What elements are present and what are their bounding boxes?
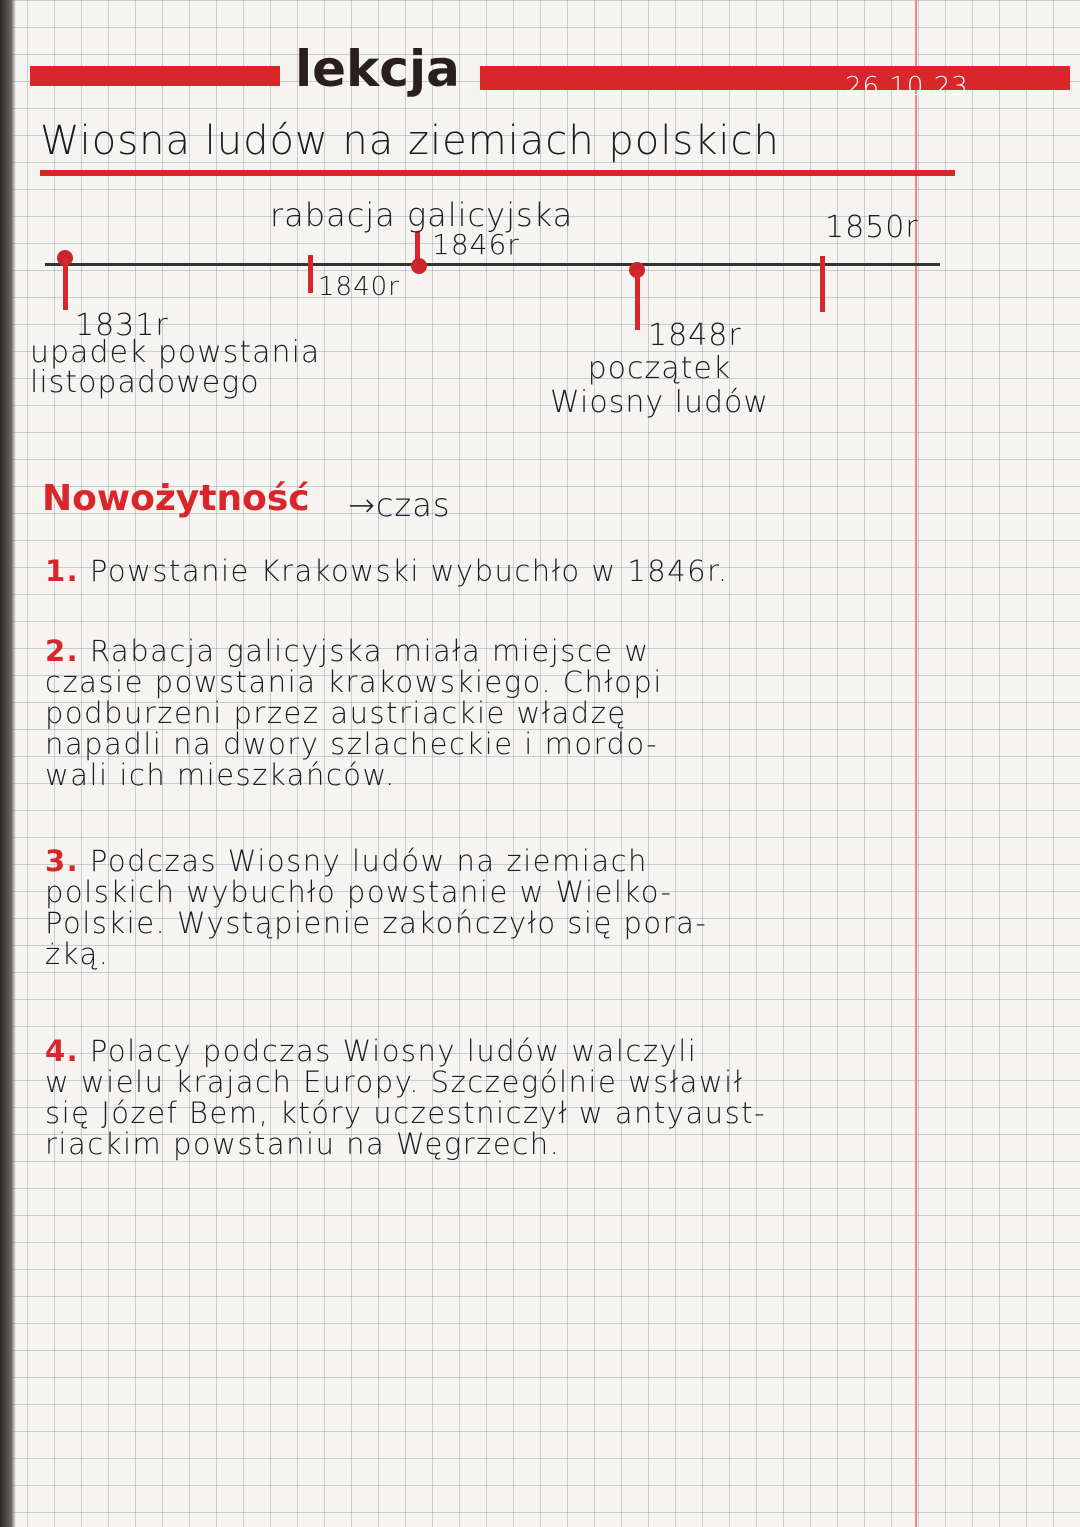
point-line: żką. [45, 937, 110, 971]
point-number: 4. [45, 1034, 80, 1068]
point-number: 2. [45, 634, 80, 668]
point-line: Polacy podczas Wiosny ludów walczyli [89, 1034, 698, 1068]
section-heading: Nowożytność [42, 478, 310, 519]
event-label-1848-line2: Wiosny ludów [550, 385, 769, 420]
point-line: wali ich mieszkańców. [45, 758, 396, 792]
point-number: 1. [45, 554, 80, 588]
timeline-tick-1840 [308, 255, 313, 293]
point-4 [45, 1036, 945, 1160]
point-1 [45, 556, 945, 587]
timeline-pin-1848 [635, 270, 640, 330]
date: 26.10.23 [845, 72, 969, 102]
event-label-1831 [30, 335, 321, 400]
event-label-1848 [550, 352, 769, 420]
header-bar-left [30, 66, 280, 86]
point-line: podburzeni przez austriackie władzę [45, 696, 627, 730]
title-underline [40, 170, 955, 176]
event-label-1846: rabacja galicyjska [270, 196, 574, 234]
point-2 [45, 636, 945, 791]
timeline-axis [45, 263, 940, 266]
timeline-tick-1850 [820, 256, 825, 312]
point-line: czasie powstania krakowskiego. Chłopi [45, 665, 663, 699]
event-label-1831-line2: listopadowego [30, 365, 260, 400]
page-title: Wiosna ludów na ziemiach polskich [40, 118, 780, 164]
point-number: 3. [45, 844, 80, 878]
notebook-edge [0, 0, 16, 1527]
point-line: się Józef Bem, który uczestniczył w antyaust- [45, 1096, 767, 1130]
event-year-1850: 1850r [825, 210, 919, 245]
point-line: Podczas Wiosny ludów na ziemiach [89, 844, 648, 878]
section-note: →czas [348, 486, 451, 524]
event-label-1848-line1: początek [587, 351, 732, 386]
point-3 [45, 846, 945, 970]
point-line: Rabacja galicyjska miała miejsce w [89, 634, 650, 668]
event-year-1846: 1846r [432, 228, 520, 261]
point-line: napadli na dwory szlacheckie i mordo- [45, 727, 659, 761]
point-line: Polskie. Wystąpienie zakończyło się pora- [45, 906, 708, 940]
event-year-1848: 1848r [648, 318, 742, 353]
point-line: riackim powstaniu na Węgrzech. [45, 1127, 561, 1161]
header-bar-right [480, 66, 1070, 90]
point-line: w wielu krajach Europy. Szczególnie wsławił [45, 1065, 744, 1099]
timeline-dot-1846 [411, 258, 427, 274]
timeline-pin-1831 [63, 258, 68, 310]
event-label-1831-line1: upadek powstania [30, 335, 321, 370]
point-line: polskich wybuchło powstanie w Wielko- [45, 875, 673, 909]
event-year-1831: 1831r [75, 308, 169, 343]
point-line: Powstanie Krakowski wybuchło w 1846r. [89, 554, 729, 588]
event-year-1840: 1840r [318, 272, 400, 302]
lesson-label: lekcja [295, 40, 460, 98]
